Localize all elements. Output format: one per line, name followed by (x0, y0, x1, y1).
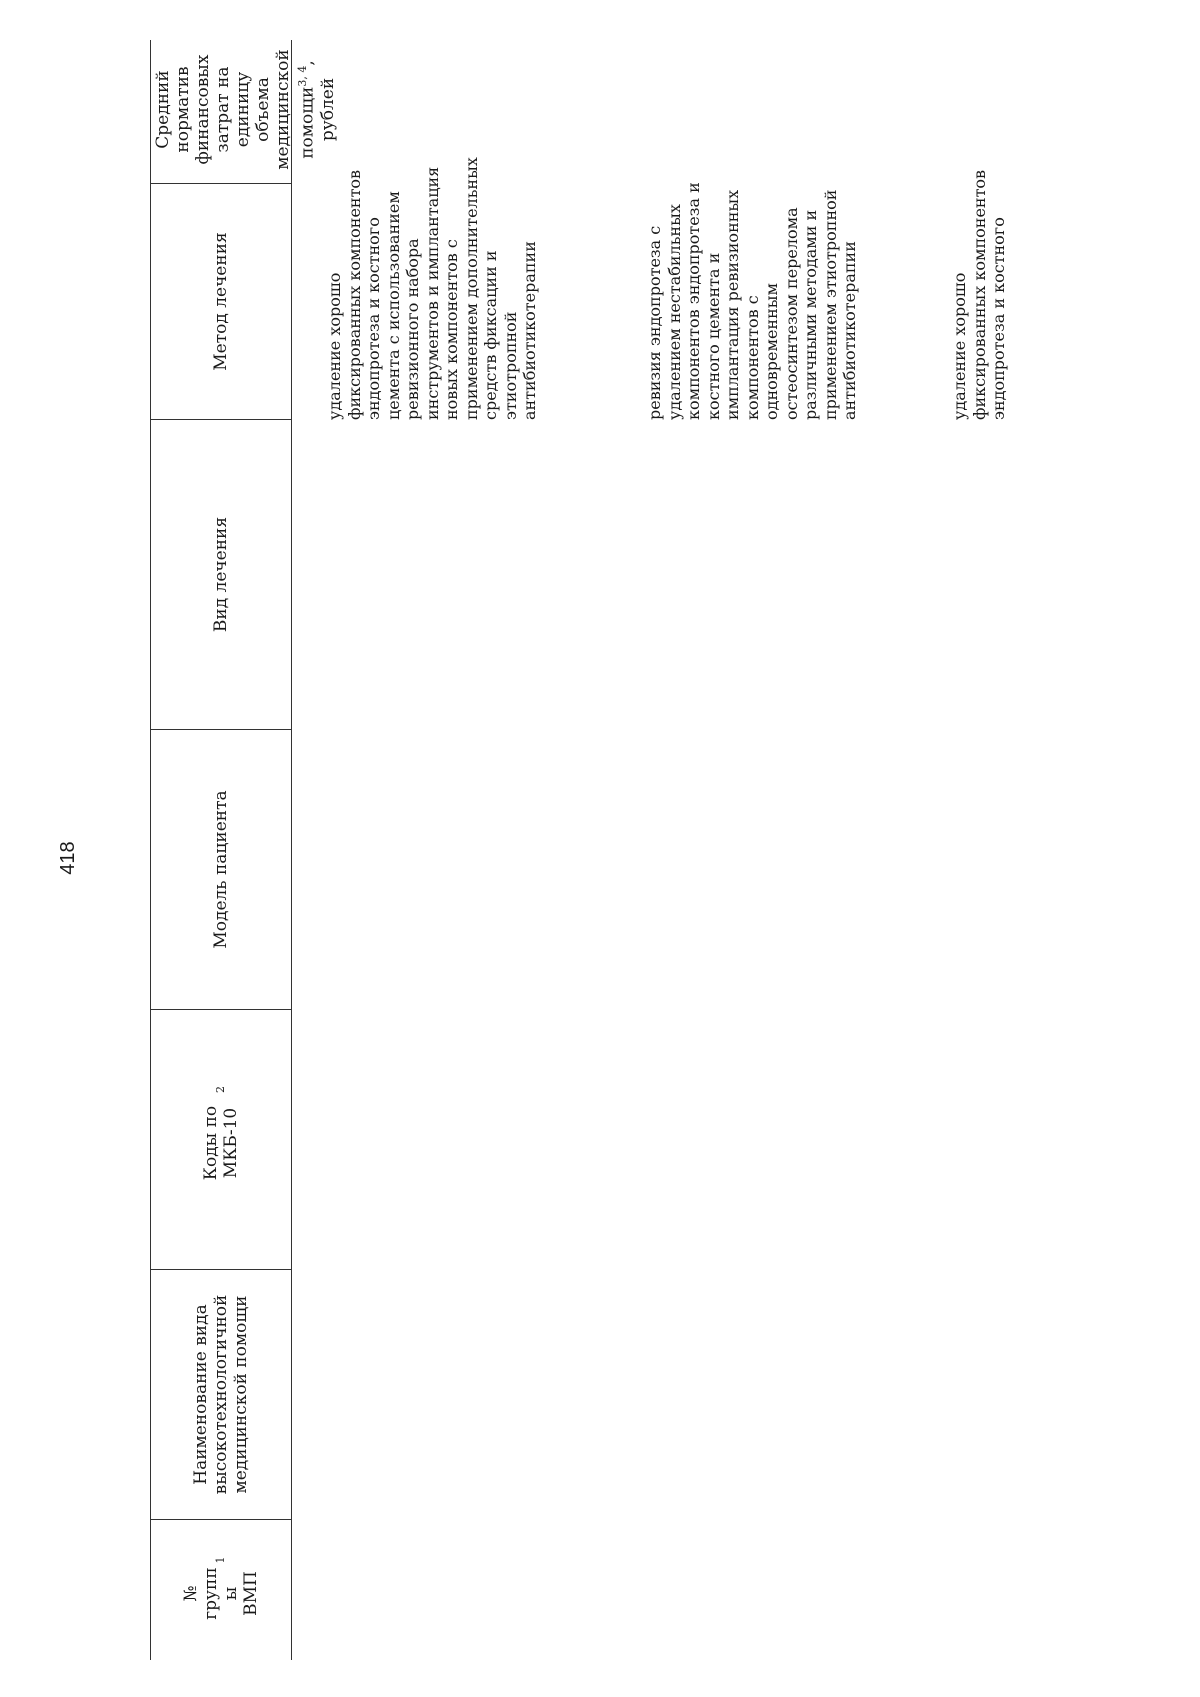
header-model: Модель пациента (151, 730, 291, 1010)
header-codes-sup: 2 (214, 1086, 227, 1093)
header-group-no-sup: 1 (214, 1556, 227, 1564)
header-method: Метод лечения (151, 184, 291, 420)
header-cost-line (153, 42, 338, 177)
page-number: 418 (57, 841, 79, 875)
header-cost-text: Средний норматив финансовых затрат на единицу объема медицинской помощи (153, 49, 318, 170)
rotated-table (150, 20, 1170, 1660)
header-cost-suffix: , рублей (297, 60, 338, 142)
header-codes-text: Коды по МКБ-10 (201, 1105, 241, 1181)
header-codes (151, 1010, 291, 1270)
header-treatment-type: Вид лечения (151, 420, 291, 730)
method-text-1: удаление хорошо фиксированных компонентов эндопротеза и костного цемента с использованием ревизионного набора инструментов и имплантация новых компонентов с применением дополнительных средств фиксации и этиотропной антибиотикотерапии (325, 157, 539, 420)
header-cost-sup: 3, 4 (296, 65, 309, 87)
header-group-no-text: № групп ы ВМП (181, 1567, 261, 1620)
header-name: Наименование вида высокотехнологичной медицинской помощи (151, 1270, 291, 1520)
header-cost (151, 36, 338, 184)
table-header-row (150, 40, 338, 1660)
method-text-3: удаление хорошо фиксированных компонентов эндопротеза и костного (950, 169, 1008, 420)
header-group-no (151, 1520, 291, 1660)
method-text-2: ревизия эндопротеза с удалением нестабильных компонентов эндопротеза и костного цемента и имплантация ревизионных компонентов с одновременным остеосинтезом перелома различными методами и применением этиотропной антибиотикотерапии (645, 182, 859, 420)
